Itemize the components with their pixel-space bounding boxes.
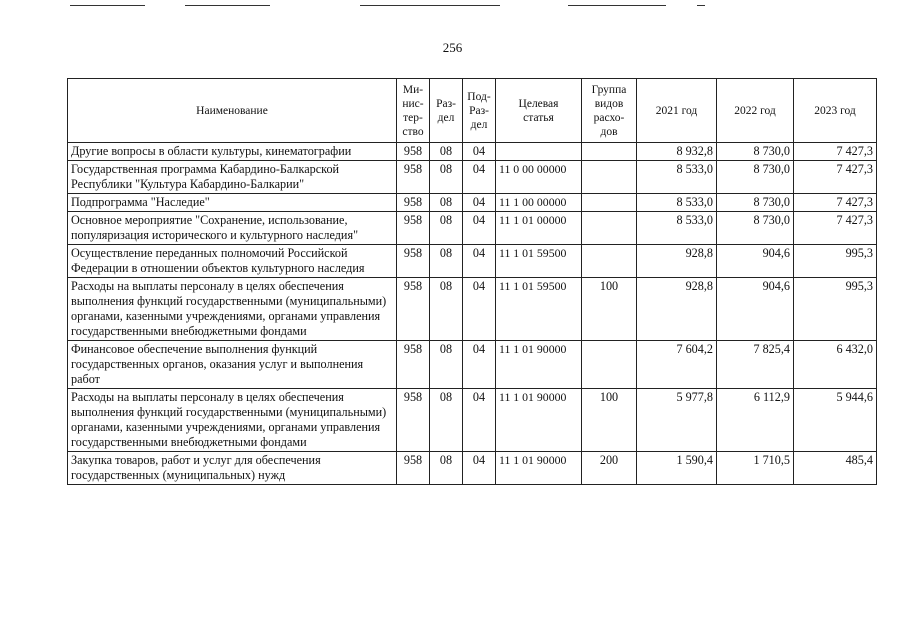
col-subsection: Под- Раз- дел xyxy=(463,79,496,143)
cell-section: 08 xyxy=(430,452,463,485)
col-section: Раз- дел xyxy=(430,79,463,143)
cell-2021: 8 533,0 xyxy=(637,212,717,245)
table-row xyxy=(68,278,877,341)
cell-name: Осуществление переданных полномочий Российской Федерации в отношении объектов культурного наследия xyxy=(68,245,397,278)
cell-section: 08 xyxy=(430,389,463,452)
cell-2023: 7 427,3 xyxy=(794,194,877,212)
cell-expense-group xyxy=(582,245,637,278)
table-row xyxy=(68,245,877,278)
cell-section: 08 xyxy=(430,161,463,194)
cell-name: Расходы на выплаты персоналу в целях обеспечения выполнения функций государственными (муниципальными) органами, казенными учреждениями, органами управления государственными внебюджетными фондами xyxy=(68,278,397,341)
cell-ministry: 958 xyxy=(397,452,430,485)
col-name: Наименование xyxy=(68,79,397,143)
cell-2023: 7 427,3 xyxy=(794,161,877,194)
table-body xyxy=(68,143,877,485)
budget-table xyxy=(67,78,877,485)
cell-2023: 7 427,3 xyxy=(794,212,877,245)
cell-name: Подпрограмма "Наследие" xyxy=(68,194,397,212)
cell-section: 08 xyxy=(430,341,463,389)
cell-2023: 995,3 xyxy=(794,245,877,278)
table-row xyxy=(68,212,877,245)
cell-ministry: 958 xyxy=(397,161,430,194)
cell-subsection: 04 xyxy=(463,278,496,341)
scan-artifact xyxy=(70,5,145,6)
table-row xyxy=(68,389,877,452)
cell-2022: 8 730,0 xyxy=(717,161,794,194)
cell-expense-group: 100 xyxy=(582,278,637,341)
cell-section: 08 xyxy=(430,143,463,161)
cell-ministry: 958 xyxy=(397,278,430,341)
cell-2022: 904,6 xyxy=(717,245,794,278)
scan-artifact xyxy=(568,5,666,6)
cell-2022: 8 730,0 xyxy=(717,212,794,245)
scan-artifact xyxy=(360,5,500,6)
cell-name: Государственная программа Кабардино-Балкарской Республики "Культура Кабардино-Балкарии" xyxy=(68,161,397,194)
cell-expense-group xyxy=(582,212,637,245)
cell-2021: 7 604,2 xyxy=(637,341,717,389)
cell-subsection: 04 xyxy=(463,143,496,161)
cell-2021: 8 932,8 xyxy=(637,143,717,161)
cell-expense-group xyxy=(582,341,637,389)
cell-name: Основное мероприятие "Сохранение, использование, популяризация исторического и культурного наследия" xyxy=(68,212,397,245)
table-row xyxy=(68,143,877,161)
cell-2023: 485,4 xyxy=(794,452,877,485)
col-2021: 2021 год xyxy=(637,79,717,143)
scan-artifact xyxy=(697,5,705,6)
cell-target-article: 11 0 00 00000 xyxy=(496,161,582,194)
cell-target-article: 11 1 01 90000 xyxy=(496,389,582,452)
cell-subsection: 04 xyxy=(463,161,496,194)
cell-subsection: 04 xyxy=(463,452,496,485)
cell-expense-group xyxy=(582,161,637,194)
cell-subsection: 04 xyxy=(463,212,496,245)
cell-target-article: 11 1 01 00000 xyxy=(496,212,582,245)
cell-ministry: 958 xyxy=(397,341,430,389)
cell-subsection: 04 xyxy=(463,389,496,452)
table-row xyxy=(68,194,877,212)
cell-section: 08 xyxy=(430,278,463,341)
cell-expense-group: 100 xyxy=(582,389,637,452)
col-expense-group: Группа видов расхо- дов xyxy=(582,79,637,143)
cell-subsection: 04 xyxy=(463,341,496,389)
cell-section: 08 xyxy=(430,212,463,245)
cell-target-article xyxy=(496,143,582,161)
cell-2021: 928,8 xyxy=(637,245,717,278)
cell-2022: 1 710,5 xyxy=(717,452,794,485)
cell-2023: 6 432,0 xyxy=(794,341,877,389)
col-ministry: Ми- нис- тер- ство xyxy=(397,79,430,143)
cell-2023: 7 427,3 xyxy=(794,143,877,161)
cell-2023: 5 944,6 xyxy=(794,389,877,452)
cell-name: Другие вопросы в области культуры, кинематографии xyxy=(68,143,397,161)
cell-ministry: 958 xyxy=(397,194,430,212)
cell-ministry: 958 xyxy=(397,143,430,161)
col-2023: 2023 год xyxy=(794,79,877,143)
cell-name: Расходы на выплаты персоналу в целях обеспечения выполнения функций государственными (муниципальными) органами, казенными учреждениями, органами управления государственными внебюджетными фондами xyxy=(68,389,397,452)
cell-name: Финансовое обеспечение выполнения функций государственных органов, оказания услуг и выполнения работ xyxy=(68,341,397,389)
cell-target-article: 11 1 00 00000 xyxy=(496,194,582,212)
cell-2021: 8 533,0 xyxy=(637,194,717,212)
cell-2022: 7 825,4 xyxy=(717,341,794,389)
table-row xyxy=(68,452,877,485)
cell-expense-group xyxy=(582,194,637,212)
table-header xyxy=(68,79,877,143)
cell-target-article: 11 1 01 59500 xyxy=(496,245,582,278)
cell-section: 08 xyxy=(430,245,463,278)
cell-expense-group xyxy=(582,143,637,161)
cell-2021: 928,8 xyxy=(637,278,717,341)
cell-2021: 5 977,8 xyxy=(637,389,717,452)
cell-ministry: 958 xyxy=(397,245,430,278)
cell-target-article: 11 1 01 90000 xyxy=(496,452,582,485)
cell-2022: 8 730,0 xyxy=(717,143,794,161)
cell-subsection: 04 xyxy=(463,194,496,212)
cell-2022: 904,6 xyxy=(717,278,794,341)
cell-target-article: 11 1 01 90000 xyxy=(496,341,582,389)
cell-subsection: 04 xyxy=(463,245,496,278)
scan-artifact xyxy=(185,5,270,6)
cell-expense-group: 200 xyxy=(582,452,637,485)
cell-target-article: 11 1 01 59500 xyxy=(496,278,582,341)
cell-2021: 8 533,0 xyxy=(637,161,717,194)
cell-section: 08 xyxy=(430,194,463,212)
col-2022: 2022 год xyxy=(717,79,794,143)
cell-2022: 8 730,0 xyxy=(717,194,794,212)
col-target-article: Целевая статья xyxy=(496,79,582,143)
cell-ministry: 958 xyxy=(397,212,430,245)
cell-2021: 1 590,4 xyxy=(637,452,717,485)
table-row xyxy=(68,161,877,194)
cell-2023: 995,3 xyxy=(794,278,877,341)
page-number: 256 xyxy=(442,40,463,55)
cell-name: Закупка товаров, работ и услуг для обеспечения государственных (муниципальных) нужд xyxy=(68,452,397,485)
table-row xyxy=(68,341,877,389)
cell-2022: 6 112,9 xyxy=(717,389,794,452)
cell-ministry: 958 xyxy=(397,389,430,452)
